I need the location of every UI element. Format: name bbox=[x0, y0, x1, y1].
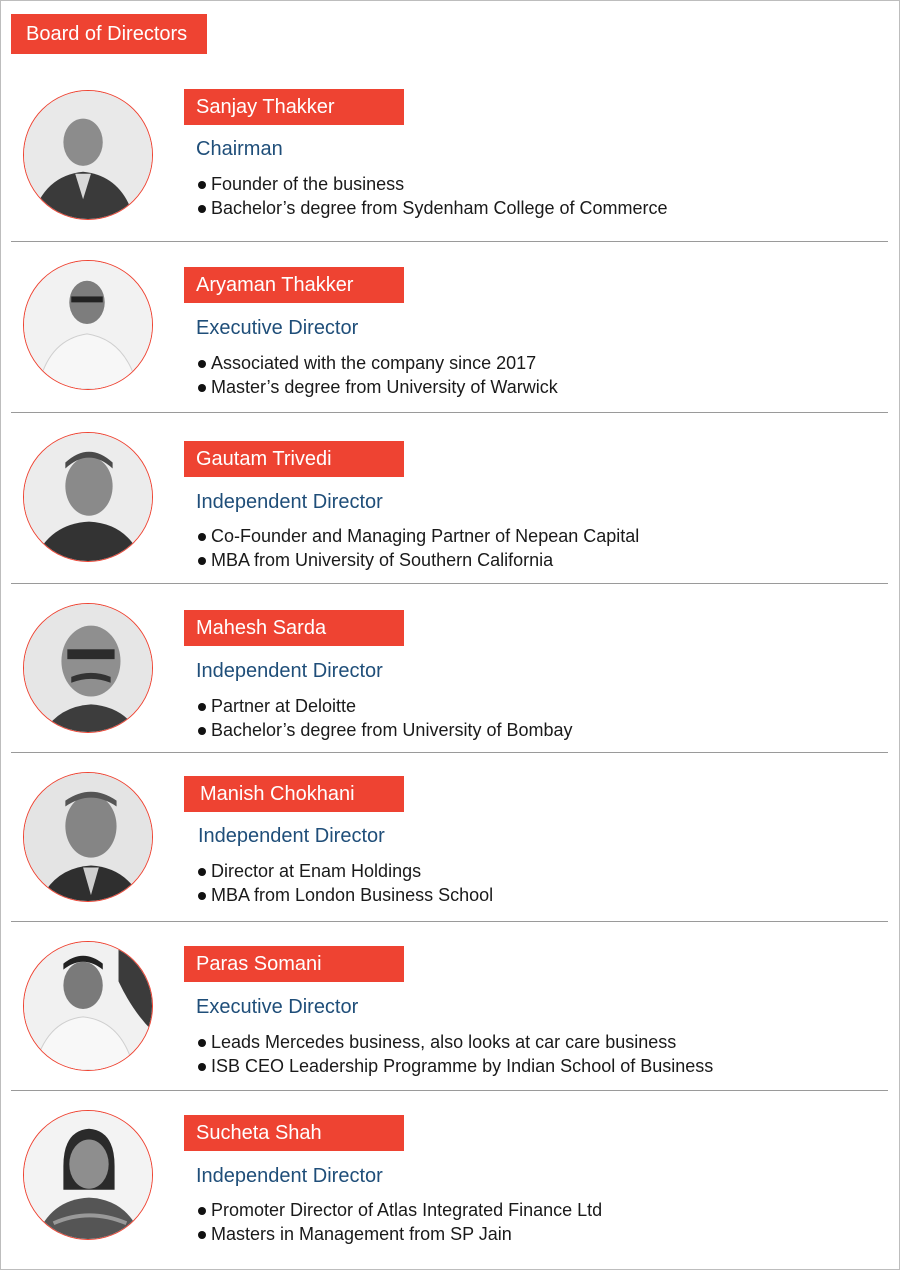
bullet-dot-icon bbox=[198, 533, 206, 541]
detail-item bbox=[198, 1198, 602, 1222]
detail-text: Founder of the business bbox=[211, 174, 405, 194]
row-divider bbox=[11, 241, 888, 242]
detail-item bbox=[198, 883, 493, 907]
director-details bbox=[198, 694, 573, 742]
bullet-dot-icon bbox=[198, 1063, 206, 1071]
detail-item bbox=[198, 172, 668, 196]
bullet-dot-icon bbox=[198, 1231, 206, 1239]
detail-item bbox=[198, 694, 573, 718]
detail-text: Associated with the company since 2017 bbox=[211, 353, 537, 373]
bullet-dot-icon bbox=[198, 1207, 206, 1215]
detail-item bbox=[198, 351, 558, 375]
portrait-photo-icon bbox=[23, 941, 153, 1071]
director-name: Sucheta Shah bbox=[184, 1115, 404, 1151]
director-name: Paras Somani bbox=[184, 946, 404, 982]
director-name: Gautam Trivedi bbox=[184, 441, 404, 477]
bullet-dot-icon bbox=[198, 1039, 206, 1047]
row-divider bbox=[11, 583, 888, 584]
detail-text: Partner at Deloitte bbox=[211, 696, 357, 716]
director-role: Executive Director bbox=[196, 317, 359, 339]
director-name: Aryaman Thakker bbox=[184, 267, 404, 303]
detail-text: Promoter Director of Atlas Integrated Finance Ltd bbox=[211, 1200, 603, 1220]
bullet-dot-icon bbox=[198, 557, 206, 565]
director-details bbox=[198, 1030, 713, 1078]
director-role: Independent Director bbox=[198, 825, 385, 847]
director-details bbox=[198, 1198, 602, 1246]
detail-item bbox=[198, 196, 668, 220]
bullet-dot-icon bbox=[198, 868, 206, 876]
detail-item bbox=[198, 718, 573, 742]
detail-item bbox=[198, 1030, 713, 1054]
bullet-dot-icon bbox=[198, 181, 206, 189]
detail-item bbox=[198, 524, 639, 548]
detail-item bbox=[198, 859, 493, 883]
detail-text: Master’s degree from University of Warwick bbox=[211, 377, 558, 397]
director-name: Sanjay Thakker bbox=[184, 89, 404, 125]
detail-text: Leads Mercedes business, also looks at car care business bbox=[211, 1032, 677, 1052]
detail-text: Co-Founder and Managing Partner of Nepean Capital bbox=[211, 526, 640, 546]
row-divider bbox=[11, 412, 888, 413]
detail-text: MBA from University of Southern California bbox=[211, 550, 554, 570]
director-details bbox=[198, 172, 668, 220]
detail-item bbox=[198, 1222, 602, 1246]
detail-item bbox=[198, 548, 639, 572]
director-details bbox=[198, 859, 493, 907]
detail-item bbox=[198, 375, 558, 399]
director-details bbox=[198, 351, 558, 399]
director-name: Mahesh Sarda bbox=[184, 610, 404, 646]
detail-text: ISB CEO Leadership Programme by Indian School of Business bbox=[211, 1056, 714, 1076]
detail-item bbox=[198, 1054, 713, 1078]
row-divider bbox=[11, 1090, 888, 1091]
bullet-dot-icon bbox=[198, 892, 206, 900]
detail-text: Bachelor’s degree from University of Bombay bbox=[211, 720, 573, 740]
director-details bbox=[198, 524, 639, 572]
portrait-photo-icon bbox=[23, 90, 153, 220]
portrait-photo-icon bbox=[23, 603, 153, 733]
section-title: Board of Directors bbox=[11, 14, 207, 54]
director-role: Chairman bbox=[196, 138, 283, 160]
bullet-dot-icon bbox=[198, 384, 206, 392]
bullet-dot-icon bbox=[198, 703, 206, 711]
detail-text: Bachelor’s degree from Sydenham College of Commerce bbox=[211, 198, 668, 218]
detail-text: MBA from London Business School bbox=[211, 885, 494, 905]
director-role: Independent Director bbox=[196, 491, 383, 513]
director-name: Manish Chokhani bbox=[184, 776, 404, 812]
director-role: Independent Director bbox=[196, 1165, 383, 1187]
row-divider bbox=[11, 921, 888, 922]
portrait-photo-icon bbox=[23, 772, 153, 902]
director-role: Executive Director bbox=[196, 996, 359, 1018]
detail-text: Director at Enam Holdings bbox=[211, 861, 422, 881]
row-divider bbox=[11, 752, 888, 753]
portrait-photo-icon bbox=[23, 432, 153, 562]
bullet-dot-icon bbox=[198, 360, 206, 368]
portrait-photo-icon bbox=[23, 1110, 153, 1240]
portrait-photo-icon bbox=[23, 260, 153, 390]
director-role: Independent Director bbox=[196, 660, 383, 682]
bullet-dot-icon bbox=[198, 205, 206, 213]
bullet-dot-icon bbox=[198, 727, 206, 735]
detail-text: Masters in Management from SP Jain bbox=[211, 1224, 512, 1244]
